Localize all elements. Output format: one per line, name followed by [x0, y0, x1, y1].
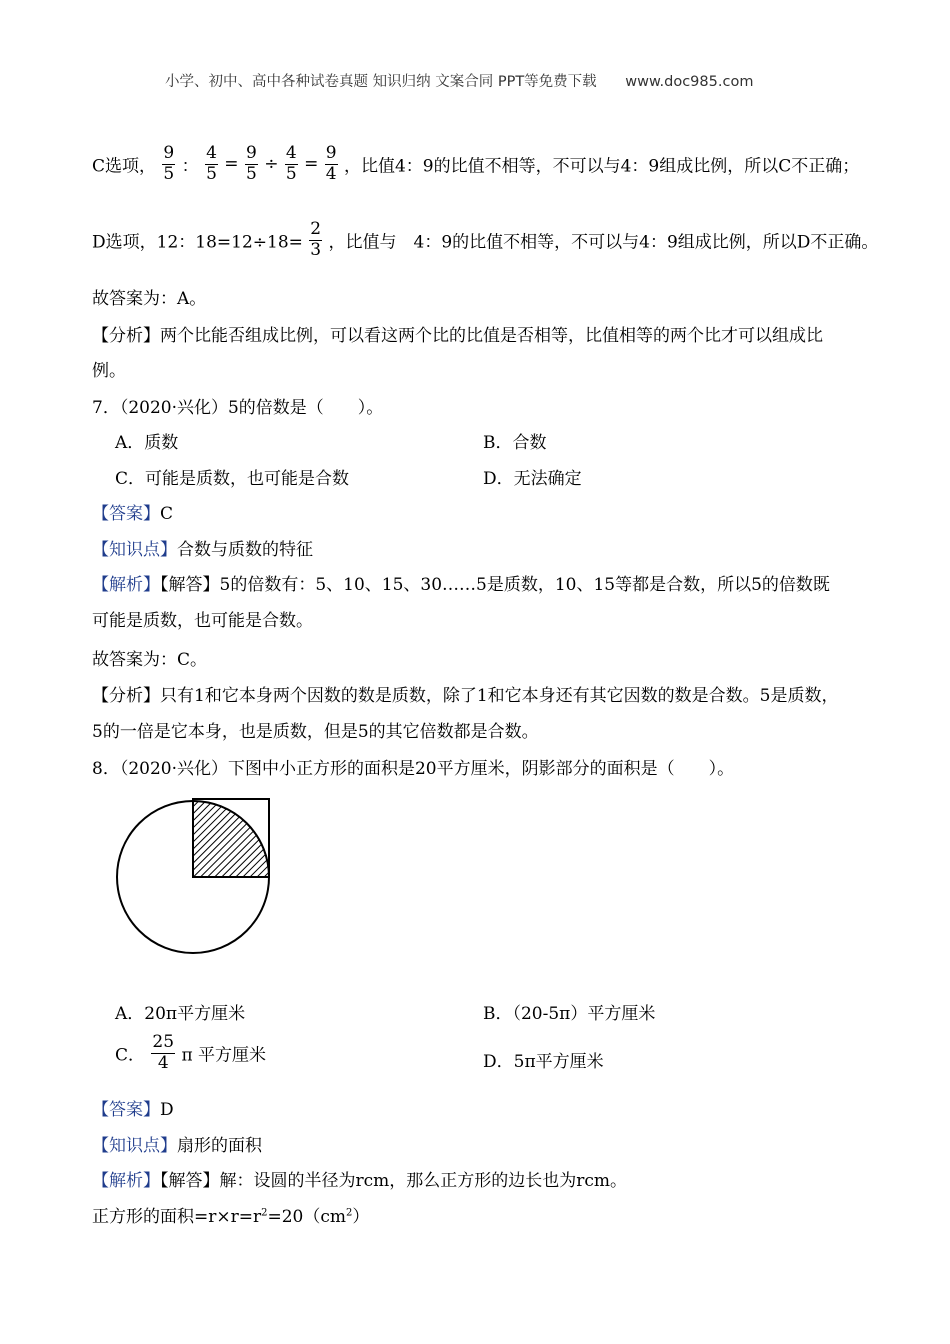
q8-option-d: D．5π平方厘米 — [483, 1052, 604, 1072]
option-c-label: C． — [115, 1045, 146, 1066]
fraction: $\frac{2}{3}$ — [310, 219, 322, 260]
analysis-label: 【分析】 — [92, 326, 160, 346]
q8-option-c — [115, 1033, 266, 1073]
shaded-sector — [193, 801, 269, 877]
q7-explanation — [92, 570, 830, 595]
knowledge-value: 扇形的面积 — [177, 1136, 262, 1156]
option-d-explanation — [92, 220, 878, 260]
answer-label: 【答案】 — [92, 504, 160, 524]
header-url: www.doc985.com — [625, 74, 754, 90]
circle-square-figure — [110, 790, 280, 980]
explanation-label: 【解析】 — [92, 575, 160, 595]
q8-option-a: A．20π平方厘米 — [115, 1004, 246, 1024]
divide-sign: ÷ — [264, 154, 279, 175]
explanation-text: 【解答】5的倍数有：5、10、15、30……5是质数，10、15等都是合数，所以5的倍数既 — [160, 575, 830, 595]
fraction: $\frac{25}{4}$ — [152, 1032, 175, 1073]
q8-answer — [92, 1095, 174, 1120]
q7-final-answer: 故答案为：C。 — [92, 650, 208, 670]
q7-analysis — [92, 681, 838, 706]
option-d-suffix: ，比值与 4：9的比值不相等，不可以与4：9组成比例，所以D不正确。 — [328, 232, 879, 253]
q7-explanation-cont: 可能是质数，也可能是合数。 — [92, 611, 313, 631]
equals-sign: = — [304, 154, 319, 175]
answer-value: C — [160, 504, 174, 524]
q7-analysis-cont: 5的一倍是它本身，也是质数，但是5的其它倍数都是合数。 — [92, 722, 539, 742]
option-d-prefix: D选项，12：18=12÷18= — [92, 232, 303, 253]
q7-option-b: B．合数 — [483, 433, 547, 453]
fraction: $\frac{9}{5}$ — [245, 143, 257, 184]
equals-sign: = — [224, 154, 239, 175]
prev-analysis — [92, 321, 823, 346]
answer-label: 【答案】 — [92, 1100, 160, 1120]
answer-value: D — [160, 1100, 174, 1120]
question-8-stem: 8．（2020·兴化）下图中小正方形的面积是20平方厘米，阴影部分的面积是（ ）。 — [92, 759, 735, 779]
page-header — [165, 70, 753, 91]
option-c-unit: π 平方厘米 — [181, 1045, 267, 1066]
q8-explanation — [92, 1166, 627, 1191]
q8-knowledge-point — [92, 1131, 262, 1156]
analysis-text: 两个比能否组成比例，可以看这两个比的比值是否相等，比值相等的两个比才可以组成比 — [160, 326, 823, 346]
explanation-text: 【解答】解：设圆的半径为rcm，那么正方形的边长也为rcm。 — [160, 1171, 628, 1191]
q7-answer — [92, 499, 173, 524]
fraction: $\frac{9}{5}$ — [163, 143, 175, 184]
q7-option-c: C．可能是质数，也可能是合数 — [115, 469, 350, 489]
knowledge-value: 合数与质数的特征 — [177, 540, 313, 560]
fraction: $\frac{4}{5}$ — [206, 143, 217, 184]
question-7-stem: 7．（2020·兴化）5的倍数是（ ）。 — [92, 398, 384, 418]
prev-analysis-cont: 例。 — [92, 361, 126, 381]
q8-option-b: B．（20-5π）平方厘米 — [483, 1004, 656, 1024]
prev-answer: 故答案为：A。 — [92, 289, 207, 309]
header-text: 小学、初中、高中各种试卷真题 知识归纳 文案合同 PPT等免费下载 — [165, 74, 597, 90]
explanation-label: 【解析】 — [92, 1171, 160, 1191]
q7-option-a: A．质数 — [115, 433, 179, 453]
fraction: $\frac{9}{4}$ — [325, 143, 337, 184]
q7-knowledge-point — [92, 535, 313, 560]
option-c-suffix: ，比值4：9的比值不相等，不可以与4：9组成比例，所以C不正确； — [343, 156, 860, 177]
fraction: $\frac{4}{5}$ — [285, 143, 297, 184]
knowledge-label: 【知识点】 — [92, 540, 177, 560]
q7-option-d: D．无法确定 — [483, 469, 582, 489]
knowledge-label: 【知识点】 — [92, 1136, 177, 1156]
ratio-colon: ： — [181, 156, 199, 177]
analysis-label: 【分析】 — [92, 686, 160, 706]
option-c-prefix: C选项， — [92, 156, 157, 177]
analysis-text: 只有1和它本身两个因数的数是质数，除了1和它本身还有其它因数的数是合数。5是质数， — [160, 686, 839, 706]
q8-square-area: 正方形的面积$=r\times r=r^2=20(cm^2)$ — [92, 1207, 370, 1227]
option-c-explanation — [92, 144, 859, 184]
